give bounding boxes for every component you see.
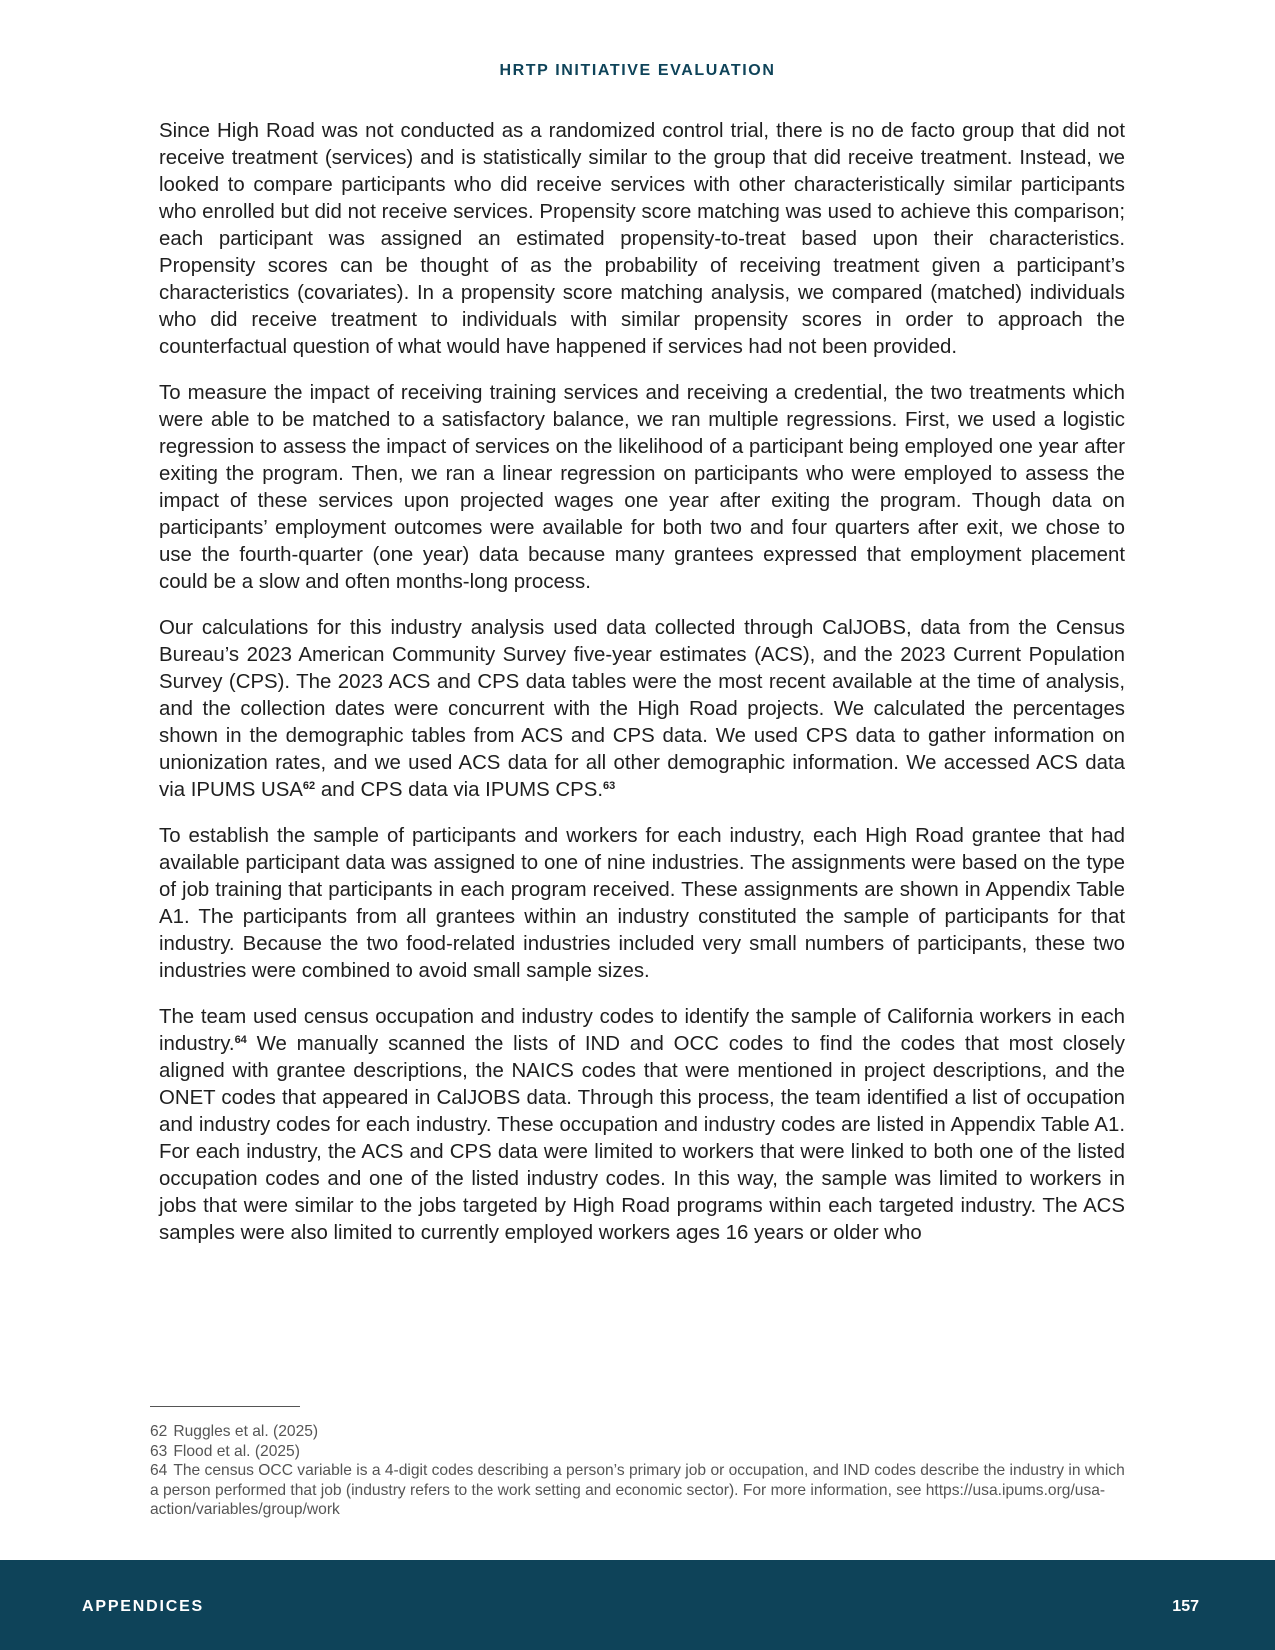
- body-text: [159, 118, 1125, 1266]
- footnote-text: Flood et al. (2025): [173, 1442, 300, 1460]
- footnote-number: 64: [150, 1462, 168, 1479]
- paragraph-census-codes: [159, 1004, 1125, 1247]
- footnote-text: The census OCC variable is a 4-digit codes describing a person’s primary job or occupation, and IND codes describe the industry in which a person performed that job (industry refers to the work setting and economic sector). For more information, see https://usa.ipums.org/usa-action/variables/group/work: [150, 1462, 1125, 1518]
- footnote-63: [150, 1442, 1130, 1462]
- paragraph-text: Our calculations for this industry analysis used data collected through CalJOBS, data from the Census Bureau’s 2023 American Community Survey five-year estimates (ACS), and the 2023 Current Population Survey (CPS). The 2023 ACS and CPS data tables were the most recent available at the time of analysis, and the collection dates were concurrent with the High Road projects. We calculated the percentages shown in the demographic tables from ACS and CPS data. We used CPS data to gather information on unionization rates, and we used ACS data for all other demographic information. We accessed ACS data via IPUMS USA: [159, 617, 1125, 801]
- footnote-divider: [150, 1406, 300, 1407]
- paragraph-text: We manually scanned the lists of IND and OCC codes to find the codes that most closely aligned with grantee descriptions, the NAICS codes that were mentioned in project descriptions, and the ONET codes that appeared in CalJOBS data. Through this process, the team identified a list of occupation and industry codes for each industry. These occupation and industry codes are listed in Appendix Table A1. For each industry, the ACS and CPS data were limited to workers that were linked to both one of the listed occupation codes and one of the listed industry codes. In this way, the sample was limited to workers in jobs that were similar to the jobs targeted by High Road programs within each targeted industry. The ACS samples were also limited to currently employed workers ages 16 years or older who: [159, 1033, 1125, 1244]
- footnote-62: [150, 1422, 1130, 1442]
- page-number: 157: [1172, 1598, 1199, 1615]
- footer-section-label: APPENDICES: [82, 1598, 205, 1615]
- paragraph-industry-sample: To establish the sample of participants and workers for each industry, each High Road grantee that had available participant data was assigned to one of nine industries. The assignments were based on the type of job training that participants in each program received. These assignments are shown in Appendix Table A1. The participants from all grantees within an industry constituted the sample of participants for that industry. Because the two food-related industries included very small numbers of participants, these two industries were combined to avoid small sample sizes.: [159, 825, 1125, 982]
- paragraph-data-sources: [159, 615, 1125, 804]
- running-header-title: HRTP INITIATIVE EVALUATION: [499, 62, 776, 79]
- footnote-number: 63: [150, 1442, 168, 1460]
- footnote-number: 62: [150, 1423, 168, 1440]
- footnote-ref-63[interactable]: 63: [603, 780, 616, 792]
- paragraph-regressions: To measure the impact of receiving training services and receiving a credential, the two treatments which were able to be matched to a satisfactory balance, we ran multiple regressions. First, we used a logistic regression to assess the impact of services on the likelihood of a participant being employed one year after exiting the program. Then, we ran a linear regression on participants who were employed to assess the impact of these services upon projected wages one year after exiting the program. Though data on participants’ employment outcomes were available for both two and four quarters after exit, we chose to use the fourth-quarter (one year) data because many grantees expressed that employment placement could be a slow and often months-long process.: [159, 382, 1125, 593]
- paragraph-text: The team used census occupation and industry codes to identify the sample of California workers in each industry.: [159, 1006, 1125, 1055]
- footnote-64: [150, 1461, 1130, 1520]
- footnote-ref-64[interactable]: 64: [234, 1034, 247, 1046]
- footnote-text: Ruggles et al. (2025): [173, 1423, 319, 1440]
- footnote-ref-62[interactable]: 62: [302, 780, 316, 792]
- paragraph-text: and CPS data via IPUMS CPS.: [315, 779, 604, 801]
- paragraph-propensity-matching: Since High Road was not conducted as a randomized control trial, there is no de facto group that did not receive treatment (services) and is statistically similar to the group that did receive treatment. Instead, we looked to compare participants who did receive services with other characteristically similar participants who enrolled but did not receive services. Propensity score matching was used to achieve this comparison; each participant was assigned an estimated propensity-to-treat based upon their characteristics. Propensity scores can be thought of as the probability of receiving treatment given a participant’s characteristics (covariates). In a propensity score matching analysis, we compared (matched) individuals who did receive treatment to individuals with similar propensity scores in order to approach the counterfactual question of what would have happened if services had not been provided.: [159, 120, 1125, 358]
- footnotes: [150, 1422, 1130, 1520]
